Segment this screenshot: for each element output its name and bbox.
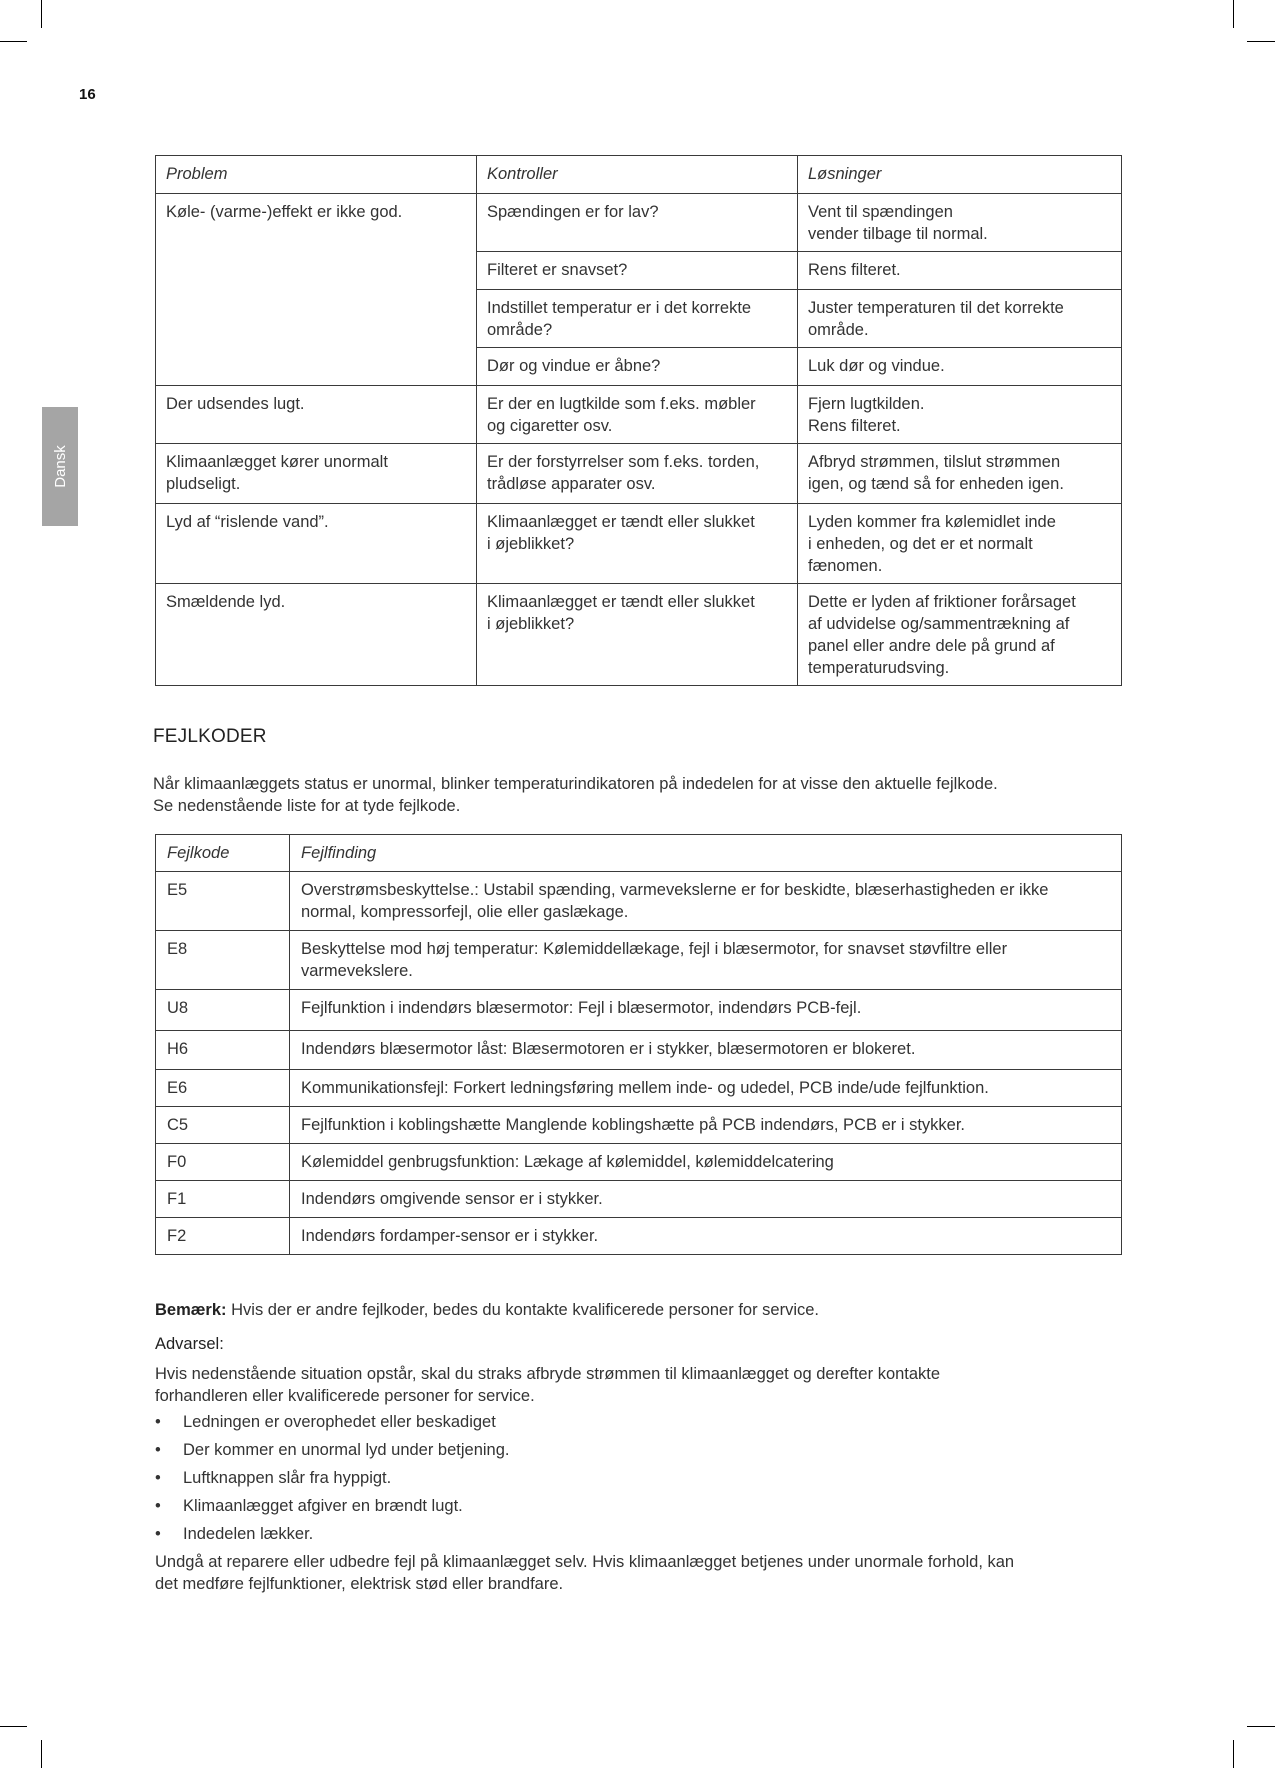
bullet-icon: • (155, 1413, 161, 1431)
solution-cell: Juster temperaturen til det korrekte område. (798, 290, 1122, 348)
error-description: Indendørs omgivende sensor er i stykker. (290, 1181, 1122, 1218)
check-cell: Indstillet temperatur er i det korrekte område? (477, 290, 798, 348)
error-description: Fejlfunktion i indendørs blæsermotor: Fejl i blæsermotor, indendørs PCB-fejl. (290, 990, 1122, 1031)
crop-mark (1247, 41, 1275, 42)
crop-mark (0, 41, 27, 42)
solution-cell: Luk dør og vindue. (798, 348, 1122, 386)
solution-cell: Dette er lyden af friktioner forårsaget af udvidelse og/sammentrækning af panel eller andre dele på grund af temperaturudsving. (798, 584, 1122, 686)
crop-mark (41, 1740, 42, 1768)
table-row (156, 386, 1122, 444)
page-number: 16 (79, 86, 96, 103)
note-label: Bemærk: (155, 1301, 227, 1319)
error-description: Kommunikationsfejl: Forkert ledningsføring mellem inde- og udedel, PCB inde/ude fejlfunktion. (290, 1070, 1122, 1107)
error-code: F2 (156, 1218, 290, 1255)
note-text: Hvis der er andre fejlkoder, bedes du kontakte kvalificerede personer for service. (226, 1301, 820, 1319)
table-header-row (156, 156, 1122, 194)
check-cell: Klimaanlægget er tændt eller slukket i øjeblikket? (477, 584, 798, 686)
table-row (156, 1107, 1122, 1144)
table-row (156, 1070, 1122, 1107)
table-row (156, 444, 1122, 504)
table-row (156, 504, 1122, 584)
warning-text: Hvis nedenstående situation opstår, skal du straks afbryde strømmen til klimaanlægget og derefter kontakte forhandleren eller kvalificerede personer for service. (155, 1365, 941, 1405)
problem-cell: Klimaanlægget kører unormalt pludseligt. (156, 444, 477, 504)
solution-cell: Lyden kommer fra kølemidlet inde i enheden, og det er et normalt fænomen. (798, 504, 1122, 584)
table-row (156, 194, 1122, 252)
solution-cell: Rens filteret. (798, 252, 1122, 290)
error-code: E6 (156, 1070, 290, 1107)
crop-mark (1233, 1740, 1234, 1768)
table-row (156, 1031, 1122, 1070)
table-row (156, 1218, 1122, 1255)
error-codes-intro: Når klimaanlæggets status er unormal, blinker temperaturindikatoren på indedelen for at visse den aktuelle fejlkode. Se nedenstående liste for at tyde fejlkode. (153, 775, 998, 815)
warning-title: Advarsel: (155, 1335, 224, 1353)
list-item: • Ledningen er overophedet eller beskadiget (155, 1411, 510, 1439)
section-title: FEJLKODER (153, 726, 267, 747)
list-item: • Luftknappen slår fra hyppigt. (155, 1467, 510, 1495)
error-code: E8 (156, 931, 290, 990)
table-row (156, 931, 1122, 990)
header-code: Fejlkode (156, 835, 290, 872)
check-cell: Filteret er snavset? (477, 252, 798, 290)
list-item: • Klimaanlægget afgiver en brændt lugt. (155, 1495, 510, 1523)
crop-mark (0, 1726, 27, 1727)
header-problem: Problem (156, 156, 477, 194)
bullet-icon: • (155, 1497, 161, 1515)
error-description: Overstrømsbeskyttelse.: Ustabil spænding, varmevekslerne er for beskidte, blæserhastigheden er ikke normal, kompressorfejl, olie eller gaslækage. (290, 872, 1122, 931)
error-code: C5 (156, 1107, 290, 1144)
table-row (156, 872, 1122, 931)
table-header-row (156, 835, 1122, 872)
solution-cell: Afbryd strømmen, tilslut strømmen igen, og tænd så for enheden igen. (798, 444, 1122, 504)
problem-cell: Smældende lyd. (156, 584, 477, 686)
list-item: • Der kommer en unormal lyd under betjening. (155, 1439, 510, 1467)
bullet-icon: • (155, 1525, 161, 1543)
solution-cell: Fjern lugtkilden. Rens filteret. (798, 386, 1122, 444)
bullet-icon: • (155, 1469, 161, 1487)
error-code: F1 (156, 1181, 290, 1218)
header-check: Kontroller (477, 156, 798, 194)
language-tab-label: Dansk (51, 445, 69, 488)
problem-cell: Der udsendes lugt. (156, 386, 477, 444)
error-code: H6 (156, 1031, 290, 1070)
bullet-icon: • (155, 1441, 161, 1459)
error-description: Beskyttelse mod høj temperatur: Kølemiddellækage, fejl i blæsermotor, for snavset støvfiltre eller varmevekslere. (290, 931, 1122, 990)
error-codes-table (155, 834, 1122, 1255)
table-row (156, 584, 1122, 686)
check-cell: Er der forstyrrelser som f.eks. torden, trådløse apparater osv. (477, 444, 798, 504)
problem-cell: Lyd af “rislende vand”. (156, 504, 477, 584)
table-row (156, 1144, 1122, 1181)
solution-cell: Vent til spændingen vender tilbage til normal. (798, 194, 1122, 252)
check-cell: Dør og vindue er åbne? (477, 348, 798, 386)
check-cell: Spændingen er for lav? (477, 194, 798, 252)
header-solution: Løsninger (798, 156, 1122, 194)
list-item: • Indedelen lækker. (155, 1523, 510, 1551)
warning-list (155, 1411, 510, 1551)
troubleshooting-table (155, 155, 1122, 686)
error-description: Fejlfunktion i koblingshætte Manglende koblingshætte på PCB indendørs, PCB er i stykker. (290, 1107, 1122, 1144)
crop-mark (1233, 0, 1234, 28)
problem-cell: Køle- (varme-)effekt er ikke god. (156, 194, 477, 386)
language-tab (42, 407, 78, 526)
service-note (155, 1299, 1135, 1321)
table-row (156, 990, 1122, 1031)
check-cell: Klimaanlægget er tændt eller slukket i øjeblikket? (477, 504, 798, 584)
error-description: Indendørs blæsermotor låst: Blæsermotoren er i stykker, blæsermotoren er blokeret. (290, 1031, 1122, 1070)
check-cell: Er der en lugtkilde som f.eks. møbler og cigaretter osv. (477, 386, 798, 444)
header-description: Fejlfinding (290, 835, 1122, 872)
closing-text: Undgå at reparere eller udbedre fejl på klimaanlægget selv. Hvis klimaanlægget betjenes under unormale forhold, kan det medføre fejlfunktioner, elektrisk stød eller brandfare. (155, 1553, 1015, 1593)
table-row (156, 1181, 1122, 1218)
error-description: Kølemiddel genbrugsfunktion: Lækage af kølemiddel, kølemiddelcatering (290, 1144, 1122, 1181)
error-code: E5 (156, 872, 290, 931)
error-code: U8 (156, 990, 290, 1031)
error-code: F0 (156, 1144, 290, 1181)
crop-mark (41, 0, 42, 28)
error-description: Indendørs fordamper-sensor er i stykker. (290, 1218, 1122, 1255)
crop-mark (1247, 1726, 1275, 1727)
